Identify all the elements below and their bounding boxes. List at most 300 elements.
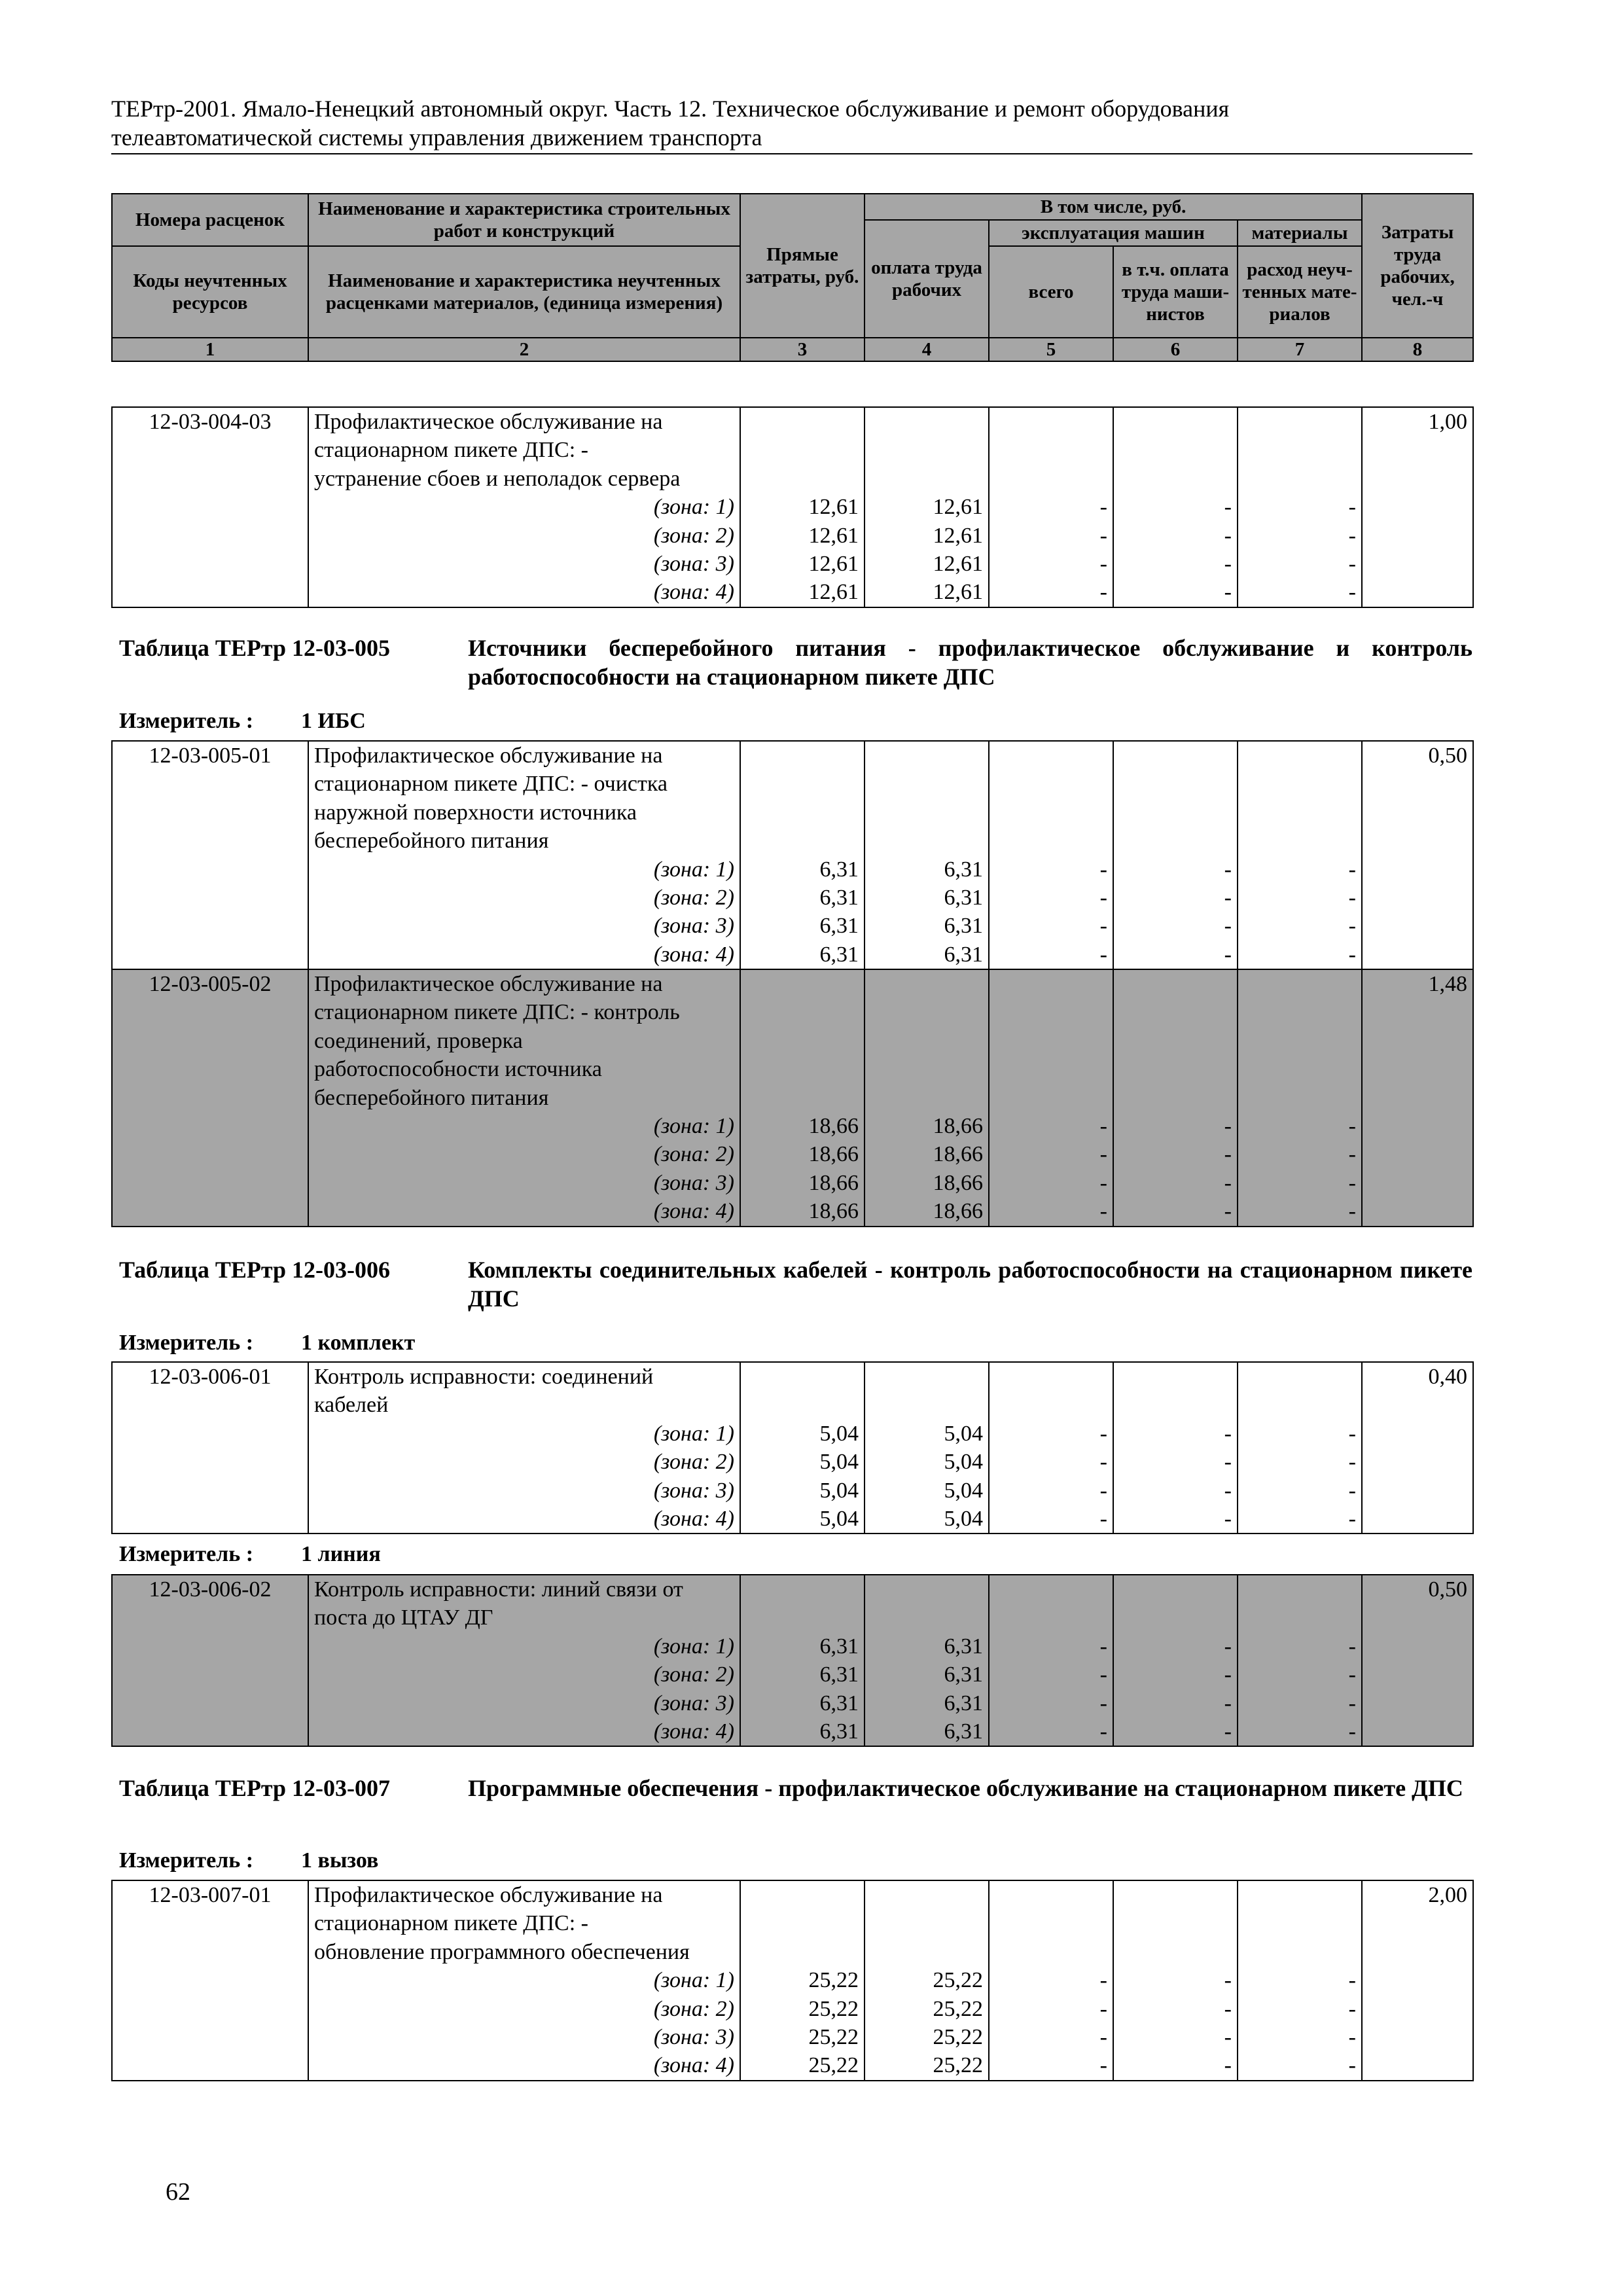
machinist-pay: - bbox=[1113, 578, 1238, 607]
machine-total: - bbox=[989, 1717, 1113, 1746]
materials-cost: - bbox=[1238, 578, 1362, 607]
empty-cell bbox=[740, 827, 865, 855]
col-number: 7 bbox=[1238, 338, 1362, 361]
rate-name-line: Профилактическое обслуживание на bbox=[308, 1880, 740, 1909]
header-col6: в т.ч. оплата труда маши-нистов bbox=[1113, 246, 1238, 338]
empty-cell bbox=[112, 1632, 308, 1660]
header-col1-bottom: Коды неучтенных ресурсов bbox=[112, 246, 308, 338]
empty-cell bbox=[1362, 798, 1473, 827]
zone-row bbox=[112, 1169, 1473, 1197]
empty-cell bbox=[1238, 798, 1362, 827]
worker-pay: 18,66 bbox=[865, 1169, 989, 1197]
direct-cost: 5,04 bbox=[740, 1477, 865, 1505]
zone-label: (зона: 1) bbox=[308, 1112, 740, 1140]
empty-cell bbox=[1362, 855, 1473, 884]
direct-cost: 25,22 bbox=[740, 1966, 865, 1994]
machinist-pay: - bbox=[1113, 1112, 1238, 1140]
empty-cell bbox=[1113, 741, 1238, 770]
empty-cell bbox=[1362, 1140, 1473, 1168]
machine-total: - bbox=[989, 578, 1113, 607]
machine-total: - bbox=[989, 855, 1113, 884]
empty-cell bbox=[1238, 770, 1362, 798]
empty-cell bbox=[112, 1169, 308, 1197]
empty-cell bbox=[865, 1362, 989, 1391]
table-row bbox=[112, 1362, 1473, 1391]
empty-cell bbox=[112, 1027, 308, 1055]
rate-name-line: поста до ЦТАУ ДГ bbox=[308, 1604, 740, 1632]
empty-cell bbox=[1238, 1055, 1362, 1083]
empty-cell bbox=[865, 798, 989, 827]
empty-cell bbox=[112, 1084, 308, 1112]
empty-cell bbox=[1362, 1448, 1473, 1476]
empty-cell bbox=[1113, 1084, 1238, 1112]
materials-cost: - bbox=[1238, 855, 1362, 884]
direct-cost: 6,31 bbox=[740, 1717, 865, 1746]
materials-cost: - bbox=[1238, 1966, 1362, 1994]
page-number: 62 bbox=[166, 2178, 190, 2206]
rate-table bbox=[111, 740, 1474, 970]
empty-cell bbox=[112, 1995, 308, 2023]
empty-cell bbox=[112, 1604, 308, 1632]
empty-cell bbox=[865, 1027, 989, 1055]
worker-pay: 12,61 bbox=[865, 578, 989, 607]
empty-cell bbox=[1362, 1632, 1473, 1660]
rate-table bbox=[111, 1880, 1474, 2081]
empty-cell bbox=[865, 465, 989, 493]
empty-cell bbox=[740, 1362, 865, 1391]
rate-name-line: бесперебойного питания bbox=[308, 827, 740, 855]
machinist-pay: - bbox=[1113, 2023, 1238, 2051]
empty-cell bbox=[740, 1027, 865, 1055]
table-row bbox=[112, 998, 1473, 1026]
table-row bbox=[112, 1055, 1473, 1083]
materials-cost: - bbox=[1238, 1169, 1362, 1197]
table-row bbox=[112, 1027, 1473, 1055]
table-row bbox=[112, 1391, 1473, 1419]
empty-cell bbox=[1113, 465, 1238, 493]
empty-cell bbox=[1362, 770, 1473, 798]
worker-pay: 5,04 bbox=[865, 1505, 989, 1534]
empty-cell bbox=[1362, 941, 1473, 969]
zone-row bbox=[112, 1197, 1473, 1226]
materials-cost: - bbox=[1238, 493, 1362, 521]
zone-row bbox=[112, 1420, 1473, 1448]
rate-name-line: Профилактическое обслуживание на bbox=[308, 969, 740, 998]
materials-cost: - bbox=[1238, 522, 1362, 550]
machine-total: - bbox=[989, 1505, 1113, 1534]
machine-total: - bbox=[989, 2051, 1113, 2080]
zone-label: (зона: 3) bbox=[308, 912, 740, 940]
zone-row bbox=[112, 912, 1473, 940]
zone-label: (зона: 4) bbox=[308, 578, 740, 607]
zone-row bbox=[112, 2023, 1473, 2051]
machine-total: - bbox=[989, 2023, 1113, 2051]
worker-pay: 6,31 bbox=[865, 912, 989, 940]
empty-cell bbox=[1362, 1966, 1473, 1994]
direct-cost: 5,04 bbox=[740, 1448, 865, 1476]
empty-cell bbox=[112, 827, 308, 855]
materials-cost: - bbox=[1238, 1197, 1362, 1226]
empty-cell bbox=[1362, 1909, 1473, 1937]
empty-cell bbox=[112, 1420, 308, 1448]
header-col4: оплата труда рабочих bbox=[865, 220, 989, 338]
table-row bbox=[112, 1938, 1473, 1966]
table-row bbox=[112, 1880, 1473, 1909]
empty-cell bbox=[1113, 770, 1238, 798]
empty-cell bbox=[989, 407, 1113, 436]
empty-cell bbox=[740, 1880, 865, 1909]
table-row bbox=[112, 407, 1473, 436]
empty-cell bbox=[1362, 1169, 1473, 1197]
zone-row bbox=[112, 1505, 1473, 1534]
unit-label: Измеритель : bbox=[119, 1542, 254, 1566]
machinist-pay: - bbox=[1113, 1995, 1238, 2023]
table-row bbox=[112, 741, 1473, 770]
col-number: 1 bbox=[112, 338, 308, 361]
empty-cell bbox=[112, 578, 308, 607]
empty-cell bbox=[740, 1055, 865, 1083]
machinist-pay: - bbox=[1113, 912, 1238, 940]
machinist-pay: - bbox=[1113, 1197, 1238, 1226]
empty-cell bbox=[989, 741, 1113, 770]
empty-cell bbox=[1238, 998, 1362, 1026]
empty-cell bbox=[112, 1448, 308, 1476]
worker-pay: 6,31 bbox=[865, 1717, 989, 1746]
machinist-pay: - bbox=[1113, 1477, 1238, 1505]
worker-pay: 6,31 bbox=[865, 855, 989, 884]
empty-cell bbox=[112, 941, 308, 969]
empty-cell bbox=[740, 1084, 865, 1112]
zone-row bbox=[112, 578, 1473, 607]
table-row bbox=[112, 1604, 1473, 1632]
empty-cell bbox=[112, 1660, 308, 1689]
empty-cell bbox=[1113, 1027, 1238, 1055]
empty-cell bbox=[989, 1391, 1113, 1419]
empty-cell bbox=[1362, 436, 1473, 464]
empty-cell bbox=[989, 1938, 1113, 1966]
table-title-text: Источники бесперебойного питания - профилактическое обслуживание и контроль работоспособности на стационарном пикете ДПС bbox=[468, 635, 1472, 690]
zone-label: (зона: 3) bbox=[308, 1689, 740, 1717]
empty-cell bbox=[1238, 1027, 1362, 1055]
header-col2-bottom: Наименование и характеристика неучтенных расценками материалов, (единица измерения) bbox=[308, 246, 740, 338]
empty-cell bbox=[740, 1604, 865, 1632]
zone-label: (зона: 1) bbox=[308, 1420, 740, 1448]
header-line-2: телеавтоматической системы управления движением транспорта bbox=[111, 124, 762, 151]
zone-row bbox=[112, 1966, 1473, 1994]
empty-cell bbox=[989, 1575, 1113, 1604]
worker-pay: 6,31 bbox=[865, 1689, 989, 1717]
empty-cell bbox=[1238, 741, 1362, 770]
rate-code: 12-03-007-01 bbox=[112, 1880, 308, 1909]
worker-pay: 25,22 bbox=[865, 1966, 989, 1994]
empty-cell bbox=[1362, 1420, 1473, 1448]
unit-value: 1 комплект bbox=[301, 1331, 416, 1355]
header-line-1: ТЕРтр-2001. Ямало-Ненецкий автономный округ. Часть 12. Техническое обслуживание и ремонт оборудования bbox=[111, 96, 1230, 122]
machinist-pay: - bbox=[1113, 2051, 1238, 2080]
empty-cell bbox=[1362, 1938, 1473, 1966]
empty-cell bbox=[740, 1909, 865, 1937]
empty-cell bbox=[1362, 550, 1473, 578]
machinist-pay: - bbox=[1113, 522, 1238, 550]
empty-cell bbox=[1113, 969, 1238, 998]
empty-cell bbox=[1113, 1909, 1238, 1937]
empty-cell bbox=[1362, 465, 1473, 493]
empty-cell bbox=[989, 1055, 1113, 1083]
materials-cost: - bbox=[1238, 912, 1362, 940]
empty-cell bbox=[989, 1880, 1113, 1909]
machine-total: - bbox=[989, 1197, 1113, 1226]
empty-cell bbox=[865, 407, 989, 436]
rate-name-line: Профилактическое обслуживание на bbox=[308, 407, 740, 436]
zone-label: (зона: 4) bbox=[308, 941, 740, 969]
worker-pay: 6,31 bbox=[865, 941, 989, 969]
table-row bbox=[112, 436, 1473, 464]
machine-total: - bbox=[989, 550, 1113, 578]
rate-table bbox=[111, 969, 1474, 1227]
machinist-pay: - bbox=[1113, 493, 1238, 521]
machinist-pay: - bbox=[1113, 550, 1238, 578]
rate-name-line: обновление программного обеспечения bbox=[308, 1938, 740, 1966]
zone-label: (зона: 1) bbox=[308, 493, 740, 521]
empty-cell bbox=[112, 550, 308, 578]
empty-cell bbox=[112, 855, 308, 884]
empty-cell bbox=[1362, 884, 1473, 912]
rate-name-line: работоспособности источника bbox=[308, 1055, 740, 1083]
zone-label: (зона: 2) bbox=[308, 884, 740, 912]
machine-total: - bbox=[989, 884, 1113, 912]
materials-cost: - bbox=[1238, 1448, 1362, 1476]
rate-table bbox=[111, 406, 1474, 608]
empty-cell bbox=[1362, 998, 1473, 1026]
empty-cell bbox=[1362, 578, 1473, 607]
direct-cost: 18,66 bbox=[740, 1140, 865, 1168]
empty-cell bbox=[1238, 1391, 1362, 1419]
header-col3: Прямые затраты, руб. bbox=[740, 194, 865, 338]
empty-cell bbox=[740, 1938, 865, 1966]
empty-cell bbox=[1113, 1391, 1238, 1419]
empty-cell bbox=[989, 1027, 1113, 1055]
table-title-label: Таблица ТЕРтр 12-03-006 bbox=[119, 1257, 391, 1283]
direct-cost: 6,31 bbox=[740, 1689, 865, 1717]
empty-cell bbox=[1362, 1717, 1473, 1746]
worker-pay: 6,31 bbox=[865, 1632, 989, 1660]
empty-cell bbox=[1238, 1880, 1362, 1909]
unit-row bbox=[119, 1848, 379, 1874]
empty-cell bbox=[112, 1112, 308, 1140]
empty-cell bbox=[1238, 1362, 1362, 1391]
empty-cell bbox=[112, 2023, 308, 2051]
empty-cell bbox=[112, 1909, 308, 1937]
zone-row bbox=[112, 1448, 1473, 1476]
empty-cell bbox=[1362, 2023, 1473, 2051]
rate-code: 12-03-006-02 bbox=[112, 1575, 308, 1604]
labor-cost: 0,50 bbox=[1362, 741, 1473, 770]
zone-row bbox=[112, 2051, 1473, 2080]
empty-cell bbox=[1238, 1909, 1362, 1937]
empty-cell bbox=[112, 1477, 308, 1505]
labor-cost: 1,48 bbox=[1362, 969, 1473, 998]
machinist-pay: - bbox=[1113, 884, 1238, 912]
direct-cost: 6,31 bbox=[740, 941, 865, 969]
empty-cell bbox=[1362, 1477, 1473, 1505]
empty-cell bbox=[1238, 1575, 1362, 1604]
empty-cell bbox=[740, 741, 865, 770]
machinist-pay: - bbox=[1113, 1966, 1238, 1994]
labor-cost: 2,00 bbox=[1362, 1880, 1473, 1909]
empty-cell bbox=[1113, 1880, 1238, 1909]
materials-cost: - bbox=[1238, 1995, 1362, 2023]
rate-name-line: бесперебойного питания bbox=[308, 1084, 740, 1112]
table-title-label: Таблица ТЕРтр 12-03-005 bbox=[119, 635, 391, 661]
empty-cell bbox=[865, 1391, 989, 1419]
empty-cell bbox=[112, 1197, 308, 1226]
worker-pay: 18,66 bbox=[865, 1112, 989, 1140]
empty-cell bbox=[112, 1938, 308, 1966]
direct-cost: 18,66 bbox=[740, 1169, 865, 1197]
empty-cell bbox=[865, 827, 989, 855]
zone-row bbox=[112, 522, 1473, 550]
zone-row bbox=[112, 1112, 1473, 1140]
worker-pay: 25,22 bbox=[865, 2051, 989, 2080]
table-row bbox=[112, 827, 1473, 855]
empty-cell bbox=[1362, 1027, 1473, 1055]
empty-cell bbox=[989, 465, 1113, 493]
zone-row bbox=[112, 1995, 1473, 2023]
zone-row bbox=[112, 1140, 1473, 1168]
machinist-pay: - bbox=[1113, 1689, 1238, 1717]
zone-label: (зона: 3) bbox=[308, 550, 740, 578]
zone-label: (зона: 3) bbox=[308, 2023, 740, 2051]
table-row bbox=[112, 1909, 1473, 1937]
machine-total: - bbox=[989, 1660, 1113, 1689]
worker-pay: 25,22 bbox=[865, 1995, 989, 2023]
empty-cell bbox=[740, 436, 865, 464]
empty-cell bbox=[1113, 1604, 1238, 1632]
zone-label: (зона: 2) bbox=[308, 1660, 740, 1689]
header-col1-top: Номера расценок bbox=[112, 194, 308, 246]
col-number: 2 bbox=[308, 338, 740, 361]
machine-total: - bbox=[989, 941, 1113, 969]
header-machines: эксплуатация машин bbox=[989, 220, 1238, 246]
worker-pay: 5,04 bbox=[865, 1448, 989, 1476]
empty-cell bbox=[865, 1880, 989, 1909]
table-title-label: Таблица ТЕРтр 12-03-007 bbox=[119, 1775, 391, 1801]
empty-cell bbox=[865, 770, 989, 798]
materials-cost: - bbox=[1238, 1717, 1362, 1746]
col-number: 3 bbox=[740, 338, 865, 361]
machine-total: - bbox=[989, 1632, 1113, 1660]
empty-cell bbox=[989, 998, 1113, 1026]
empty-cell bbox=[1362, 1391, 1473, 1419]
empty-cell bbox=[112, 1966, 308, 1994]
table-header bbox=[111, 193, 1474, 362]
empty-cell bbox=[740, 770, 865, 798]
empty-cell bbox=[112, 1689, 308, 1717]
empty-cell bbox=[1238, 1604, 1362, 1632]
labor-cost: 1,00 bbox=[1362, 407, 1473, 436]
col-number: 4 bbox=[865, 338, 989, 361]
machinist-pay: - bbox=[1113, 1448, 1238, 1476]
rate-name-line: наружной поверхности источника bbox=[308, 798, 740, 827]
direct-cost: 5,04 bbox=[740, 1505, 865, 1534]
zone-label: (зона: 3) bbox=[308, 1169, 740, 1197]
zone-row bbox=[112, 884, 1473, 912]
empty-cell bbox=[1362, 1604, 1473, 1632]
empty-cell bbox=[112, 1140, 308, 1168]
machinist-pay: - bbox=[1113, 1632, 1238, 1660]
empty-cell bbox=[740, 465, 865, 493]
table-row bbox=[112, 1084, 1473, 1112]
zone-row bbox=[112, 1632, 1473, 1660]
empty-cell bbox=[740, 969, 865, 998]
empty-cell bbox=[112, 522, 308, 550]
empty-cell bbox=[1362, 912, 1473, 940]
empty-cell bbox=[989, 827, 1113, 855]
empty-cell bbox=[112, 798, 308, 827]
header-col8: Затраты труда рабочих, чел.-ч bbox=[1362, 194, 1473, 338]
zone-row bbox=[112, 855, 1473, 884]
rate-name-line: стационарном пикете ДПС: - контроль bbox=[308, 998, 740, 1026]
empty-cell bbox=[865, 1055, 989, 1083]
unit-value: 1 линия bbox=[301, 1542, 381, 1566]
empty-cell bbox=[740, 798, 865, 827]
worker-pay: 12,61 bbox=[865, 493, 989, 521]
header-col5: всего bbox=[989, 246, 1113, 338]
empty-cell bbox=[112, 2051, 308, 2080]
rate-name-line: стационарном пикете ДПС: - bbox=[308, 436, 740, 464]
empty-cell bbox=[112, 884, 308, 912]
col-number: 6 bbox=[1113, 338, 1238, 361]
empty-cell bbox=[1238, 969, 1362, 998]
empty-cell bbox=[1113, 827, 1238, 855]
machine-total: - bbox=[989, 912, 1113, 940]
direct-cost: 6,31 bbox=[740, 855, 865, 884]
zone-label: (зона: 1) bbox=[308, 1966, 740, 1994]
empty-cell bbox=[1362, 493, 1473, 521]
unit-row bbox=[119, 1330, 416, 1356]
rate-name-line: стационарном пикете ДПС: - bbox=[308, 1909, 740, 1937]
empty-cell bbox=[112, 912, 308, 940]
empty-cell bbox=[112, 1505, 308, 1534]
document-header bbox=[111, 94, 1472, 154]
materials-cost: - bbox=[1238, 1632, 1362, 1660]
empty-cell bbox=[865, 1084, 989, 1112]
empty-cell bbox=[740, 1391, 865, 1419]
materials-cost: - bbox=[1238, 1505, 1362, 1534]
rate-name-line: соединений, проверка bbox=[308, 1027, 740, 1055]
rate-code: 12-03-005-02 bbox=[112, 969, 308, 998]
header-materials: материалы bbox=[1238, 220, 1362, 246]
machine-total: - bbox=[989, 1420, 1113, 1448]
machinist-pay: - bbox=[1113, 941, 1238, 969]
col-number: 5 bbox=[989, 338, 1113, 361]
empty-cell bbox=[1238, 1938, 1362, 1966]
header-group: В том числе, руб. bbox=[865, 194, 1362, 220]
empty-cell bbox=[865, 741, 989, 770]
zone-row bbox=[112, 1660, 1473, 1689]
empty-cell bbox=[989, 798, 1113, 827]
empty-cell bbox=[112, 998, 308, 1026]
table-row bbox=[112, 1575, 1473, 1604]
worker-pay: 5,04 bbox=[865, 1477, 989, 1505]
materials-cost: - bbox=[1238, 941, 1362, 969]
unit-label: Измеритель : bbox=[119, 1331, 254, 1355]
direct-cost: 18,66 bbox=[740, 1197, 865, 1226]
empty-cell bbox=[1362, 1995, 1473, 2023]
empty-cell bbox=[740, 407, 865, 436]
empty-cell bbox=[1113, 436, 1238, 464]
direct-cost: 6,31 bbox=[740, 884, 865, 912]
